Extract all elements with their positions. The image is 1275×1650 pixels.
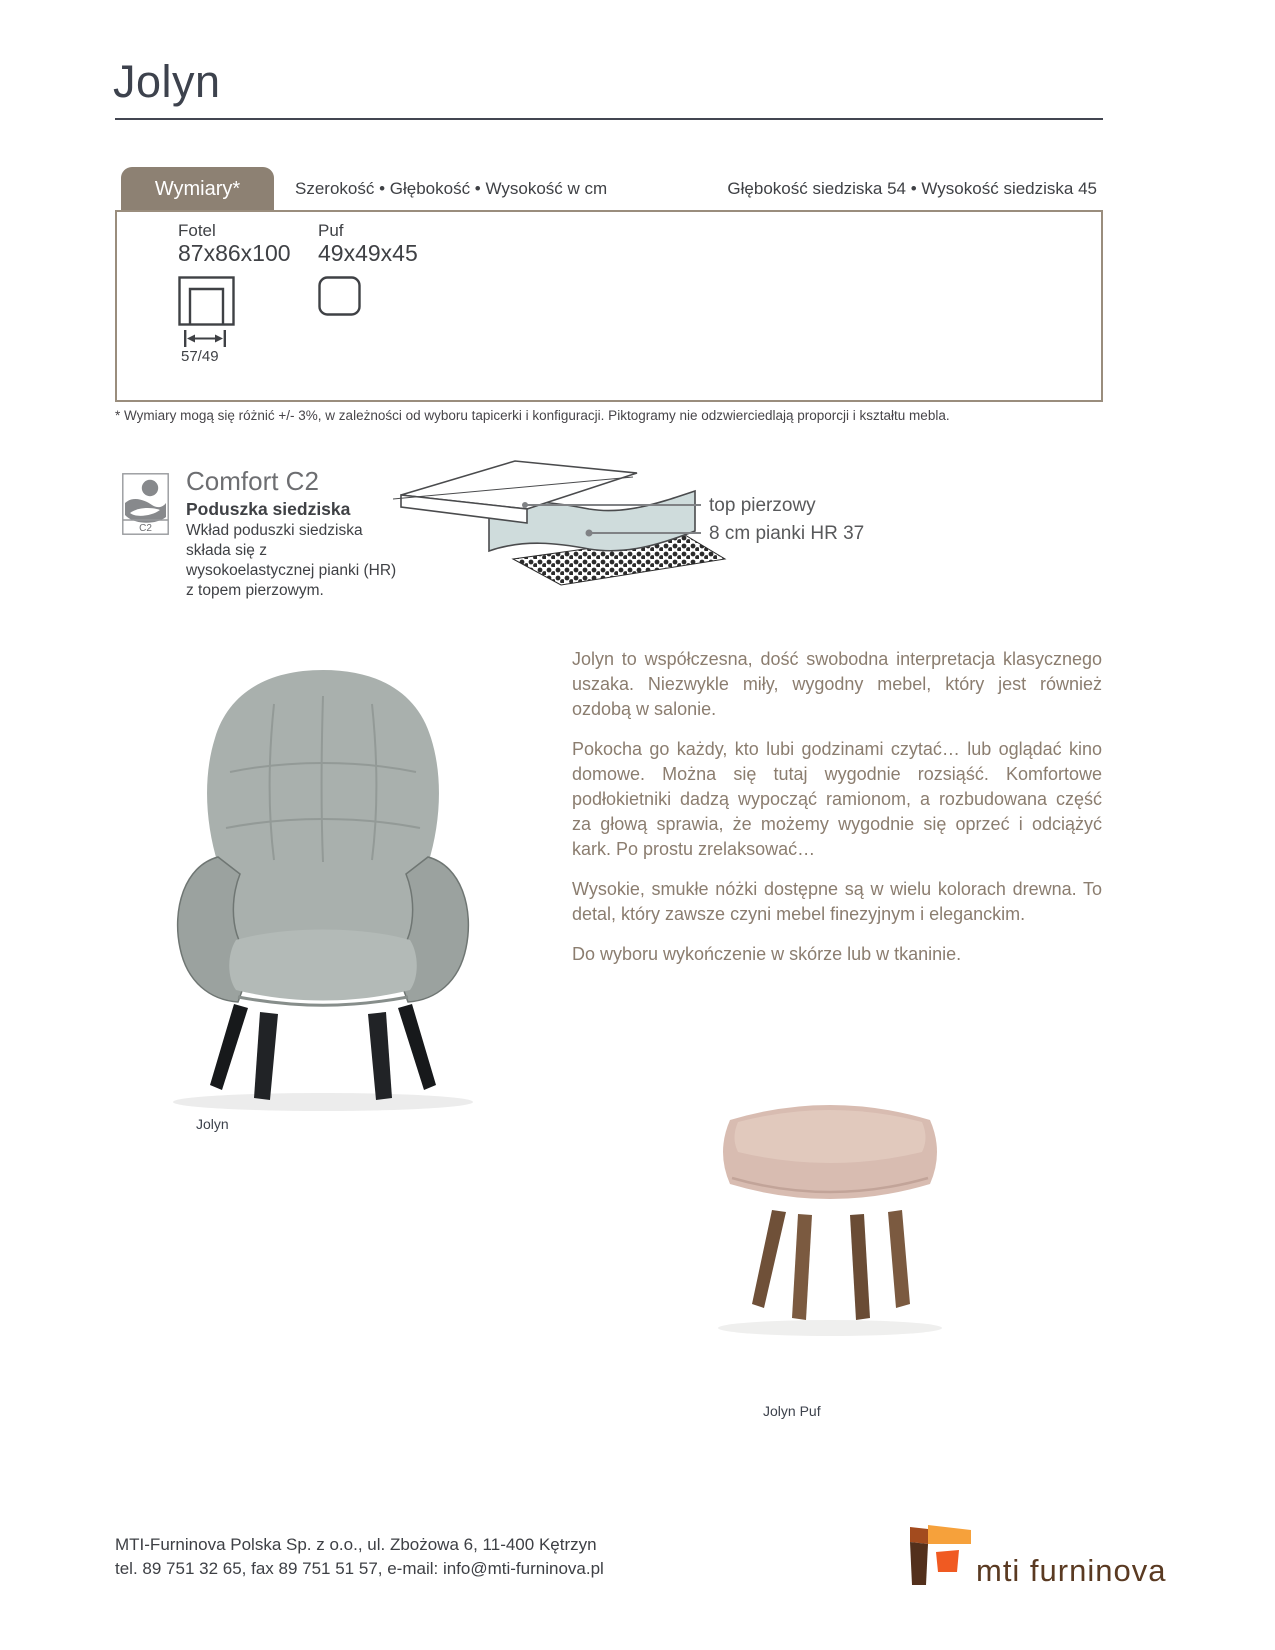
dimensions-header-left: Szerokość • Głębokość • Wysokość w cm [295,179,608,198]
footer-address: MTI-Furninova Polska Sp. z o.o., ul. Zbożowa 6, 11-400 Kętrzyn [115,1535,597,1554]
comfort-title: Comfort C2 [186,466,319,496]
armchair-photo [138,652,508,1117]
pouf-photo [698,1082,963,1342]
page-title: Jolyn [113,56,221,107]
pouf-topview-icon [318,276,361,316]
mti-furninova-logo-icon [908,1523,972,1585]
comfort-subtitle: Poduszka siedziska [186,499,351,519]
description-paragraph: Pokocha go każdy, kto lubi godzinami czytać… lub oglądać kino domowe. Można się tutaj wygodnie rozsiąść. Komfortowe podłokietniki dadzą wypocząć ramionom, a rozbudowana część za głową sprawia, że możemy wygodnie się oprzeć i odciążyć kark. Po prostu zrelaksować… [572,739,1102,859]
width-arrow-icon [184,330,226,347]
footer-contact: tel. 89 751 32 65, fax 89 751 51 57, e-mail: info@mti-furninova.pl [115,1559,604,1578]
description-paragraph: Wysokie, smukłe nóżki dostępne są w wielu kolorach drewna. To detal, który zawsze czyni mebel finezyjnym i eleganckim. [572,879,1102,924]
puf-size: 49x49x45 [318,240,418,266]
dimensions-header-right: Głębokość siedziska 54 • Wysokość siedziska 45 [727,179,1097,198]
comfort-description: Wkład poduszki siedziska składa się z wysokoelastycznej pianki (HR) z topem pierzowym. [186,522,397,599]
description-paragraph: Do wyboru wykończenie w skórze lub w tkaninie. [572,944,962,964]
diagram-label-top: top pierzowy [709,495,816,516]
mti-furninova-logo-text: mti furninova [976,1553,1167,1588]
diagram-label-foam: 8 cm pianki HR 37 [709,523,865,544]
description-paragraph: Jolyn to współczesna, dość swobodna interpretacja klasycznego uszaka. Niezwykle miły, wygodny mebel, który jest również ozdobą w salonie. [572,649,1102,719]
fotel-size: 87x86x100 [178,240,291,266]
cushion-diagram [393,447,973,597]
title-divider [115,118,1103,120]
chair-caption: Jolyn [196,1116,229,1132]
dimensions-box [115,210,1103,402]
product-description [572,647,1102,982]
puf-label: Puf [318,221,344,240]
armchair-topview-icon [178,276,235,326]
comfort-badge-label: C2 [139,523,152,534]
pouf-caption: Jolyn Puf [763,1403,821,1419]
fotel-label: Fotel [178,221,216,240]
fotel-seat-width-note: 57/49 [181,348,219,365]
dimensions-footnote: * Wymiary mogą się różnić +/- 3%, w zależności od wyboru tapicerki i konfiguracji. Piktogramy nie odzwierciedlają proporcji i kształtu mebla. [115,408,950,423]
dimensions-tab: Wymiary* [121,167,274,210]
comfort-c2-icon [122,473,169,535]
